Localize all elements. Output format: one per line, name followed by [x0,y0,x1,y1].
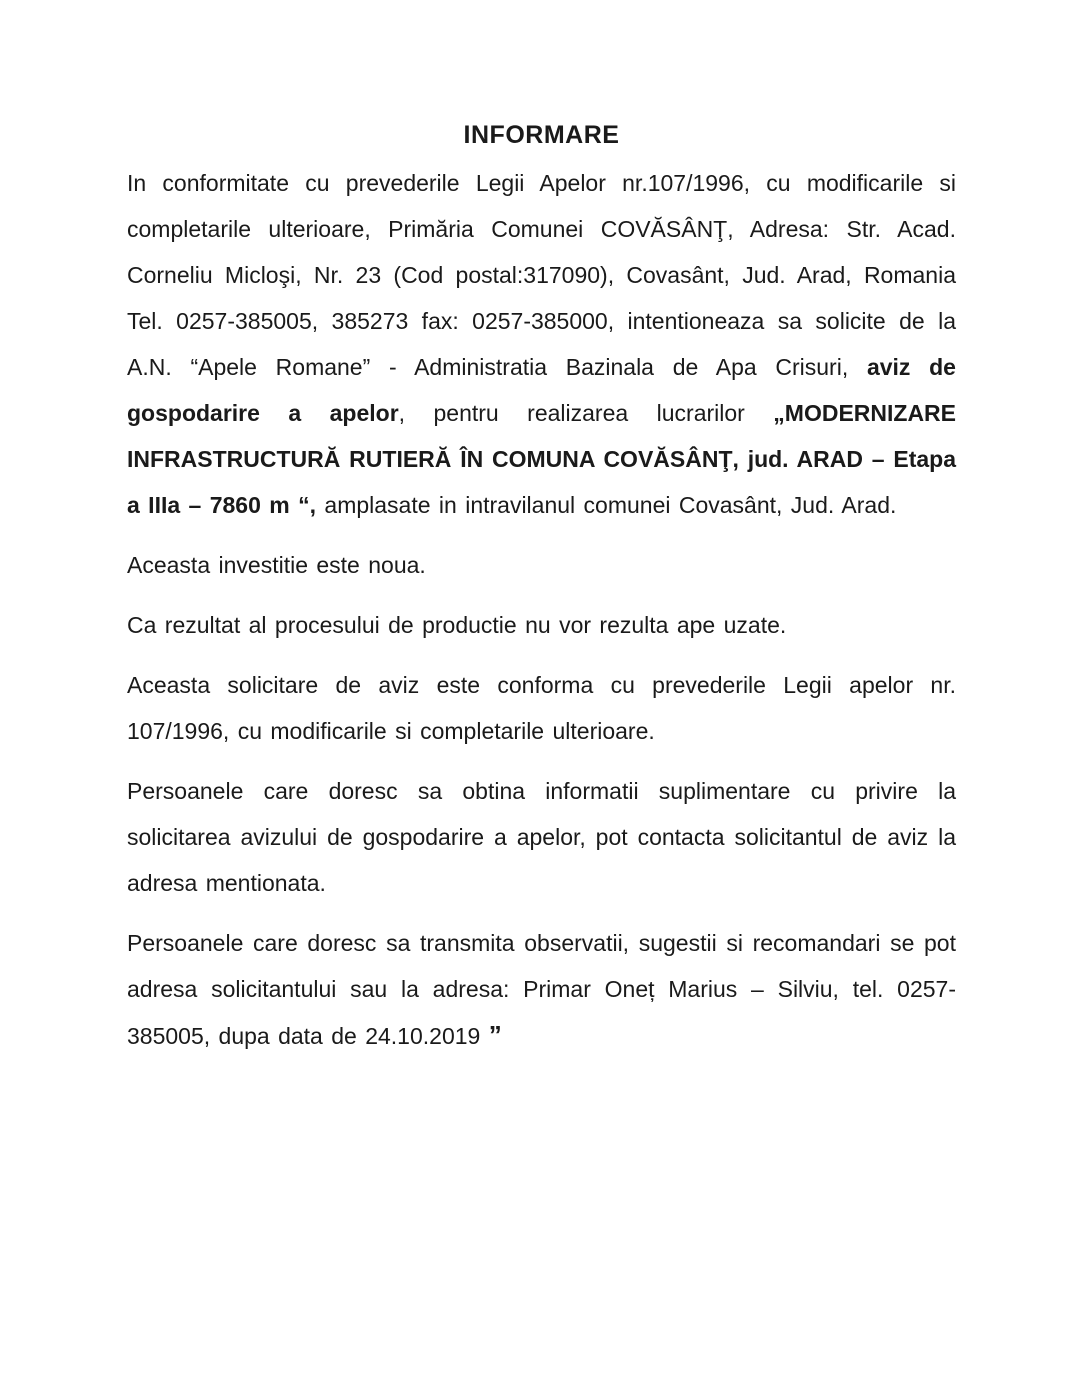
paragraph-solicitare-conforma [127,662,956,754]
paragraph-intro [127,160,956,528]
text-run: Ca rezultat al procesului de productie nu vor rezulta ape uzate. [127,612,787,638]
text-run: Persoanele care doresc sa transmita observatii, sugestii si recomandari se pot adresa solicitantului sau la adresa: Primar Oneț Marius – Silviu, tel. 0257-385005, dupa data de 24.10.2019 [127,930,956,1049]
text-run: ” [488,1020,503,1050]
paragraph-ape-uzate [127,602,956,648]
text-run: In conformitate cu prevederile Legii Apelor nr.107/1996, cu modificarile si completarile ulterioare, Primăria Comunei COVĂSÂNŢ, Adresa: Str. Acad. Corneliu Micloşi, Nr. 23 (Cod postal:317090), Covasânt, Jud. Arad, Romania Tel. 0257-385005, 385273 fax: 0257-385000, intentioneaza sa solicite de la A.N. “Apele Romane” - Administratia Bazinala de Apa Crisuri, [127,170,956,380]
text-run: amplasate in intravilanul comunei Covasânt, Jud. Arad. [316,492,897,518]
document-body [127,160,956,1059]
text-run: Persoanele care doresc sa obtina informatii suplimentare cu privire la solicitarea avizului de gospodarire a apelor, pot contacta solicitantul de aviz la adresa mentionata. [127,778,956,896]
text-run: Aceasta solicitare de aviz este conforma cu prevederile Legii apelor nr. 107/1996, cu modificarile si completarile ulterioare. [127,672,956,744]
text-run: , pentru realizarea lucrarilor [398,400,774,426]
paragraph-informatii-suplimentare [127,768,956,906]
paragraph-investitie-noua [127,542,956,588]
paragraph-observatii-sugestii [127,920,956,1059]
text-run: Aceasta investitie este noua. [127,552,426,578]
text-run: aviz de gospodarire a apelor [127,354,956,426]
text-run: „MODERNIZARE INFRASTRUCTURĂ RUTIERĂ ÎN COMUNA COVĂSÂNŢ, jud. ARAD – Etapa a IIIa – 7860 m “, [127,400,957,518]
document-title: INFORMARE [463,121,620,149]
